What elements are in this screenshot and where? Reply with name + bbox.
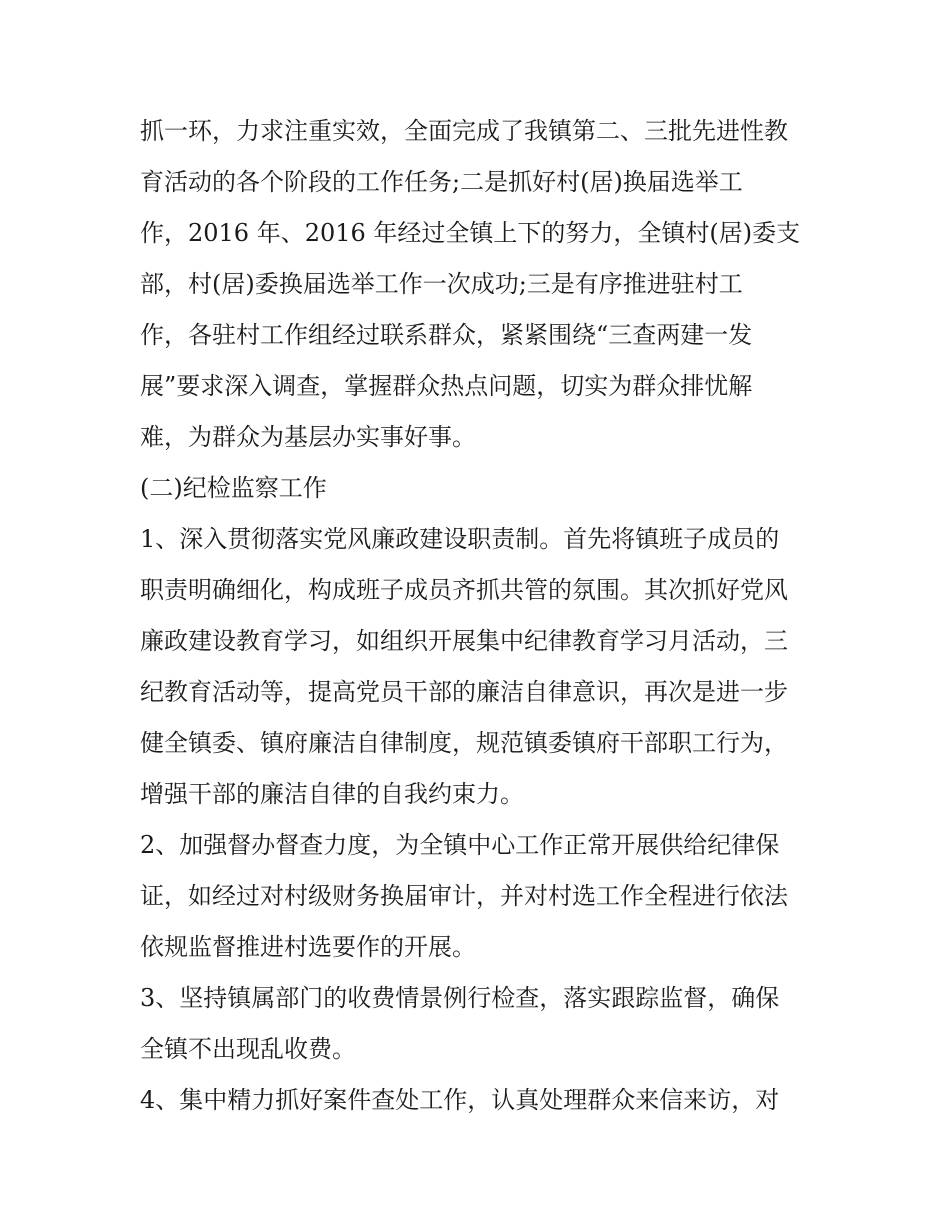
text-line: 全镇不出现乱收费。 (140, 1035, 356, 1063)
text-line: 依规监督推进村选要作的开展。 (140, 933, 476, 961)
text-line: 作，2016 年、2016 年经过全镇上下的努力，全镇村(居)委支 (140, 219, 801, 247)
text-line: 3、坚持镇属部门的收费情景例行检查，落实跟踪监督，确保 (140, 984, 780, 1012)
text-line: 增强干部的廉洁自律的自我约束力。 (140, 780, 524, 808)
text-line: 廉政建设教育学习，如组织开展集中纪律教育学习月活动，三 (140, 627, 788, 655)
text-line: 1、深入贯彻落实党风廉政建设职责制。首先将镇班子成员的 (140, 525, 780, 553)
text-line: 证，如经过对村级财务换届审计，并对村选工作全程进行依法 (140, 882, 788, 910)
text-line: 职责明确细化，构成班子成员齐抓共管的氛围。其次抓好党风 (140, 576, 788, 604)
section-heading: (二)纪检监察工作 (140, 474, 327, 502)
text-line: 2、加强督办督查力度，为全镇中心工作正常开展供给纪律保 (140, 831, 780, 859)
text-line: 展”要求深入调查，掌握群众热点问题，切实为群众排忧解 (140, 372, 753, 400)
text-line: 作，各驻村工作组经过联系群众，紧紧围绕“三查两建一发 (140, 321, 753, 349)
text-line: 健全镇委、镇府廉洁自律制度，规范镇委镇府干部职工行为， (140, 729, 788, 757)
text-line: 难，为群众为基层办实事好事。 (140, 423, 476, 451)
text-line: 部，村(居)委换届选举工作一次成功;三是有序推进驻村工 (140, 270, 743, 298)
document-body (140, 106, 816, 1126)
text-line: 纪教育活动等，提高党员干部的廉洁自律意识，再次是进一步 (140, 678, 788, 706)
text-line: 4、集中精力抓好案件查处工作，认真处理群众来信来访，对 (140, 1086, 780, 1114)
text-line: 育活动的各个阶段的工作任务;二是抓好村(居)换届选举工 (140, 168, 743, 196)
text-line: 抓一环，力求注重实效，全面完成了我镇第二、三批先进性教 (140, 117, 788, 145)
